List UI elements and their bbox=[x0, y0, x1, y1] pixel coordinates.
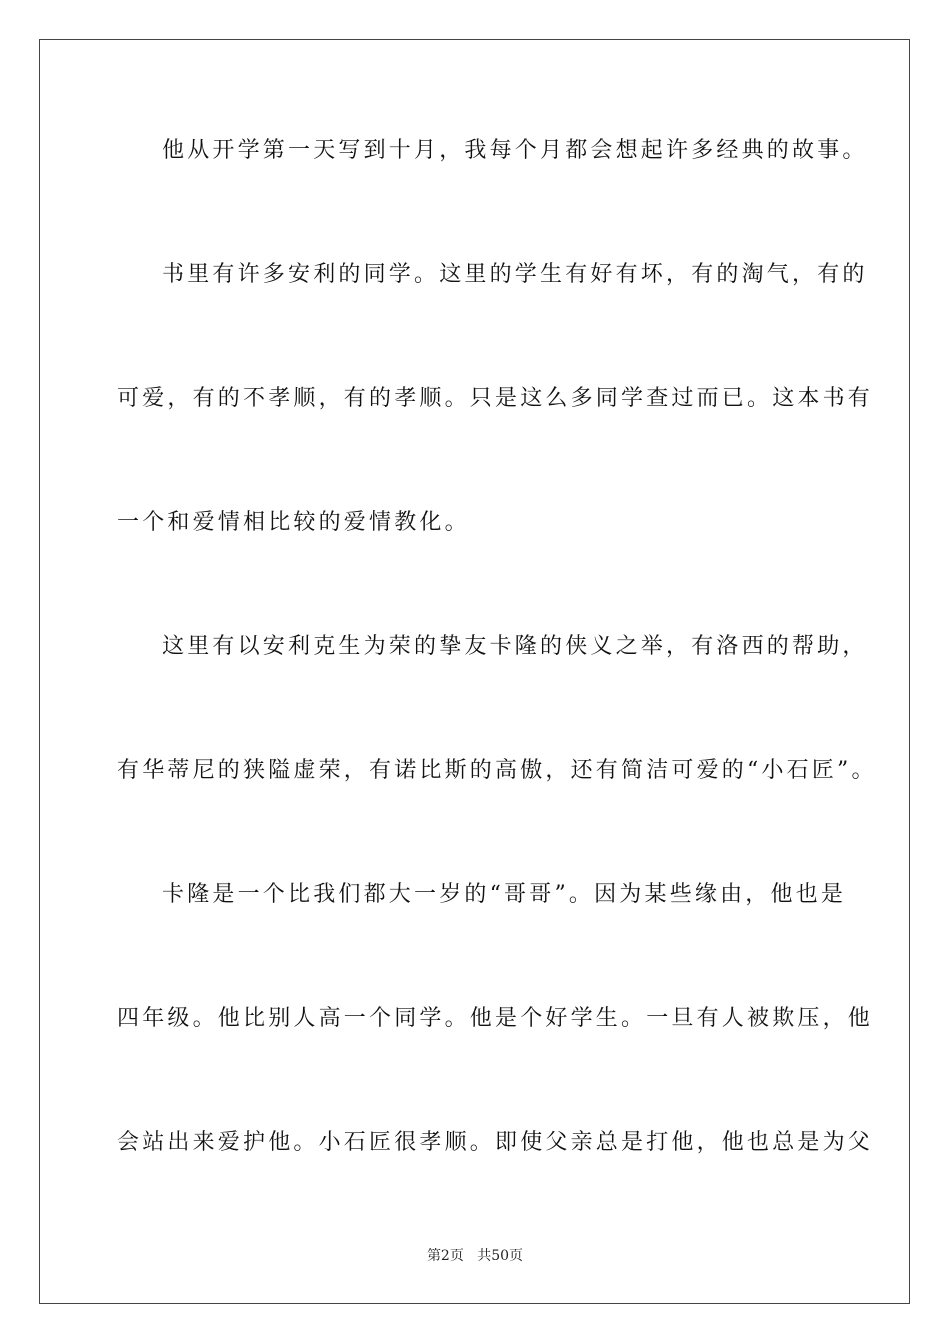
paragraph-2-line-1: 书里有许多安利的同学。这里的学生有好有坏，有的淘气，有的 bbox=[162, 262, 868, 287]
paragraph-1-line-1: 他从开学第一天写到十月，我每个月都会想起许多经典的故事。 bbox=[162, 138, 868, 163]
paragraph-3-line-2: 有华蒂尼的狭隘虚荣，有诺比斯的高傲，还有简洁可爱的“小石匠”。 bbox=[117, 758, 877, 783]
page-footer bbox=[0, 1247, 950, 1265]
paragraph-2-line-2: 可爱，有的不孝顺，有的孝顺。只是这么多同学查过而已。这本书有 bbox=[117, 386, 874, 411]
paragraph-2-line-3: 一个和爱情相比较的爱情教化。 bbox=[117, 510, 470, 535]
paragraph-4-line-1: 卡隆是一个比我们都大一岁的“哥哥”。因为某些缘由，他也是 bbox=[162, 882, 847, 907]
page-number: 第2页 bbox=[426, 1248, 464, 1264]
page-border bbox=[39, 39, 910, 1304]
paragraph-4-line-2: 四年级。他比别人高一个同学。他是个好学生。一旦有人被欺压，他 bbox=[117, 1006, 874, 1031]
paragraph-3-line-1: 这里有以安利克生为荣的挚友卡隆的侠义之举，有洛西的帮助， bbox=[162, 634, 868, 659]
paragraph-4-line-3: 会站出来爱护他。小石匠很孝顺。即使父亲总是打他，他也总是为父 bbox=[117, 1130, 874, 1155]
page-total: 共50页 bbox=[477, 1248, 524, 1264]
